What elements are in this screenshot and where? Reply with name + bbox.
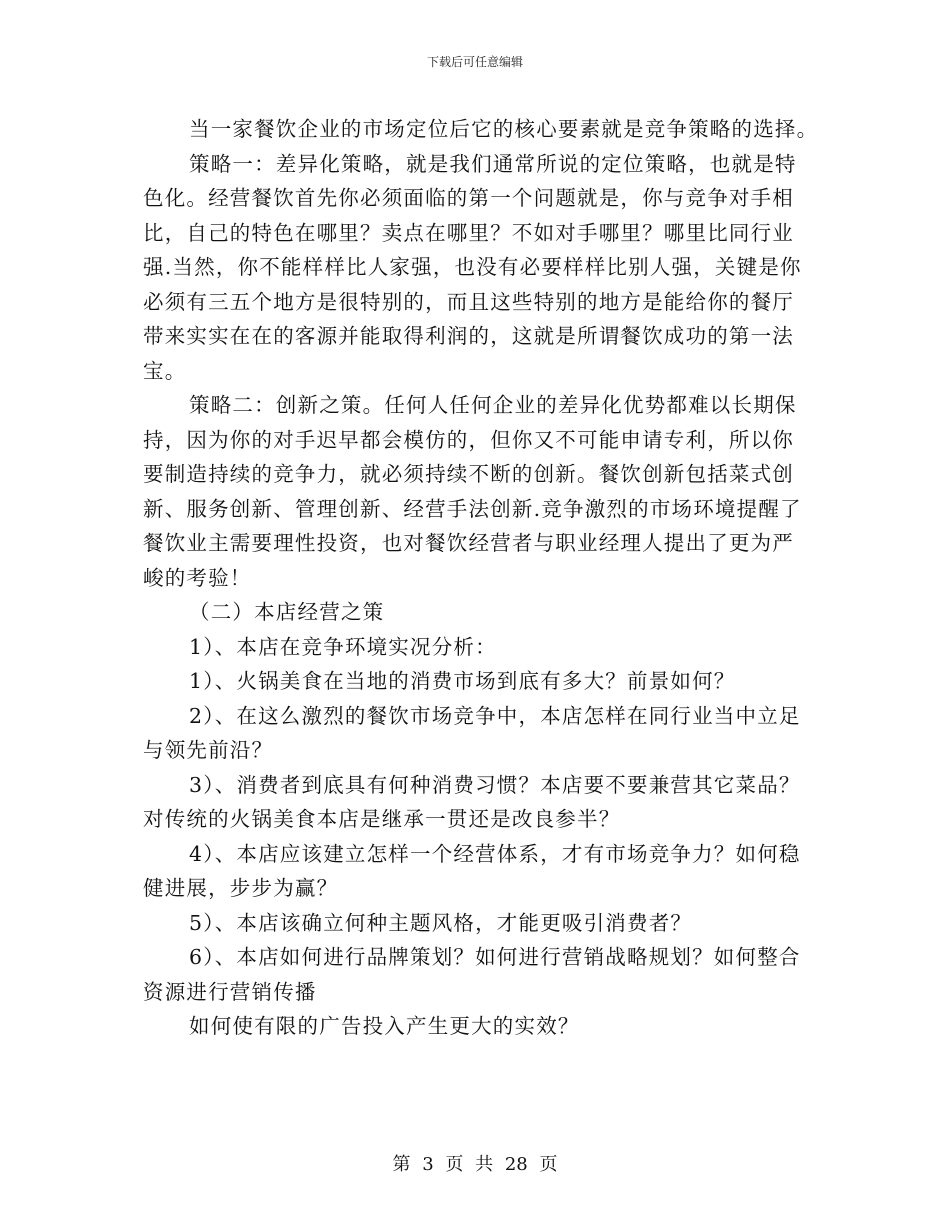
- text-line: 峻的考验！: [143, 565, 252, 590]
- text-line: 持，因为你的对手迟早都会模仿的，但你又不可能申请专利，所以你: [143, 427, 794, 452]
- text-line: 策略二：创新之策。任何人任何企业的差异化优势都难以长期保: [189, 393, 797, 417]
- text-line: 策略一：差异化策略，就是我们通常所说的定位策略，也就是特: [189, 151, 797, 176]
- text-line: 比，自己的特色在哪里？卖点在哪里？不如对手哪里？哪里比同行业: [143, 220, 794, 245]
- text-line: 5）、本店该确立何种主题风格，才能更吸引消费者？: [189, 910, 693, 935]
- text-line: 必须有三五个地方是很特别的，而且这些特别的地方是能给你的餐厅: [143, 289, 794, 314]
- text-line: 1）、本店在竞争环境实况分析：: [189, 634, 497, 659]
- document-body: [143, 112, 819, 1044]
- text-line: 与领先前沿？: [143, 738, 274, 762]
- text-line: 宝。: [143, 358, 187, 383]
- text-line: 餐饮业主需要理性投资，也对餐饮经营者与职业经理人提出了更为严: [143, 531, 794, 555]
- text-line: 1）、火锅美食在当地的消费市场到底有多大？前景如何？: [189, 669, 736, 693]
- text-line: 新、服务创新、管理创新、经营手法创新.竞争激烈的市场环境提醒了: [143, 496, 802, 521]
- text-line: 对传统的火锅美食本店是继承一贯还是改良参半？: [143, 807, 621, 831]
- text-line: 2）、在这么激烈的餐饮市场竞争中，本店怎样在同行业当中立足: [189, 703, 801, 728]
- section-heading: （二）本店经营之策: [189, 600, 385, 624]
- page-header: 下载后可任意编辑: [426, 55, 523, 69]
- text-line: 4）、本店应该建立怎样一个经营体系，才有市场竞争力？如何稳: [189, 841, 801, 866]
- text-line: 强.当然，你不能样样比人家强，也没有必要样样比别人强，关键是你: [143, 255, 802, 279]
- text-line: 6）、本店如何进行品牌策划？如何进行营销战略规划？如何整合: [189, 945, 801, 969]
- text-line: 色化。经营餐饮首先你必须面临的第一个问题就是，你与竞争对手相: [143, 186, 794, 210]
- text-line: 健进展，步步为赢？: [143, 876, 339, 900]
- text-line: 3）、消费者到底具有何种消费习惯？本店要不要兼营其它菜品？: [189, 772, 801, 797]
- page-number-footer: 第 3 页 共 28 页: [392, 1154, 558, 1175]
- text-line: 如何使有限的广告投入产生更大的实效？: [189, 1014, 580, 1038]
- text-line: 要制造持续的竞争力，就必须持续不断的创新。餐饮创新包括菜式创: [143, 462, 794, 486]
- text-line: 当一家餐饮企业的市场定位后它的核心要素就是竞争策略的选择。: [189, 117, 819, 141]
- text-line: 带来实实在在的客源并能取得利润的，这就是所谓餐饮成功的第一法: [143, 324, 794, 348]
- text-line: 资源进行营销传播: [143, 979, 317, 1004]
